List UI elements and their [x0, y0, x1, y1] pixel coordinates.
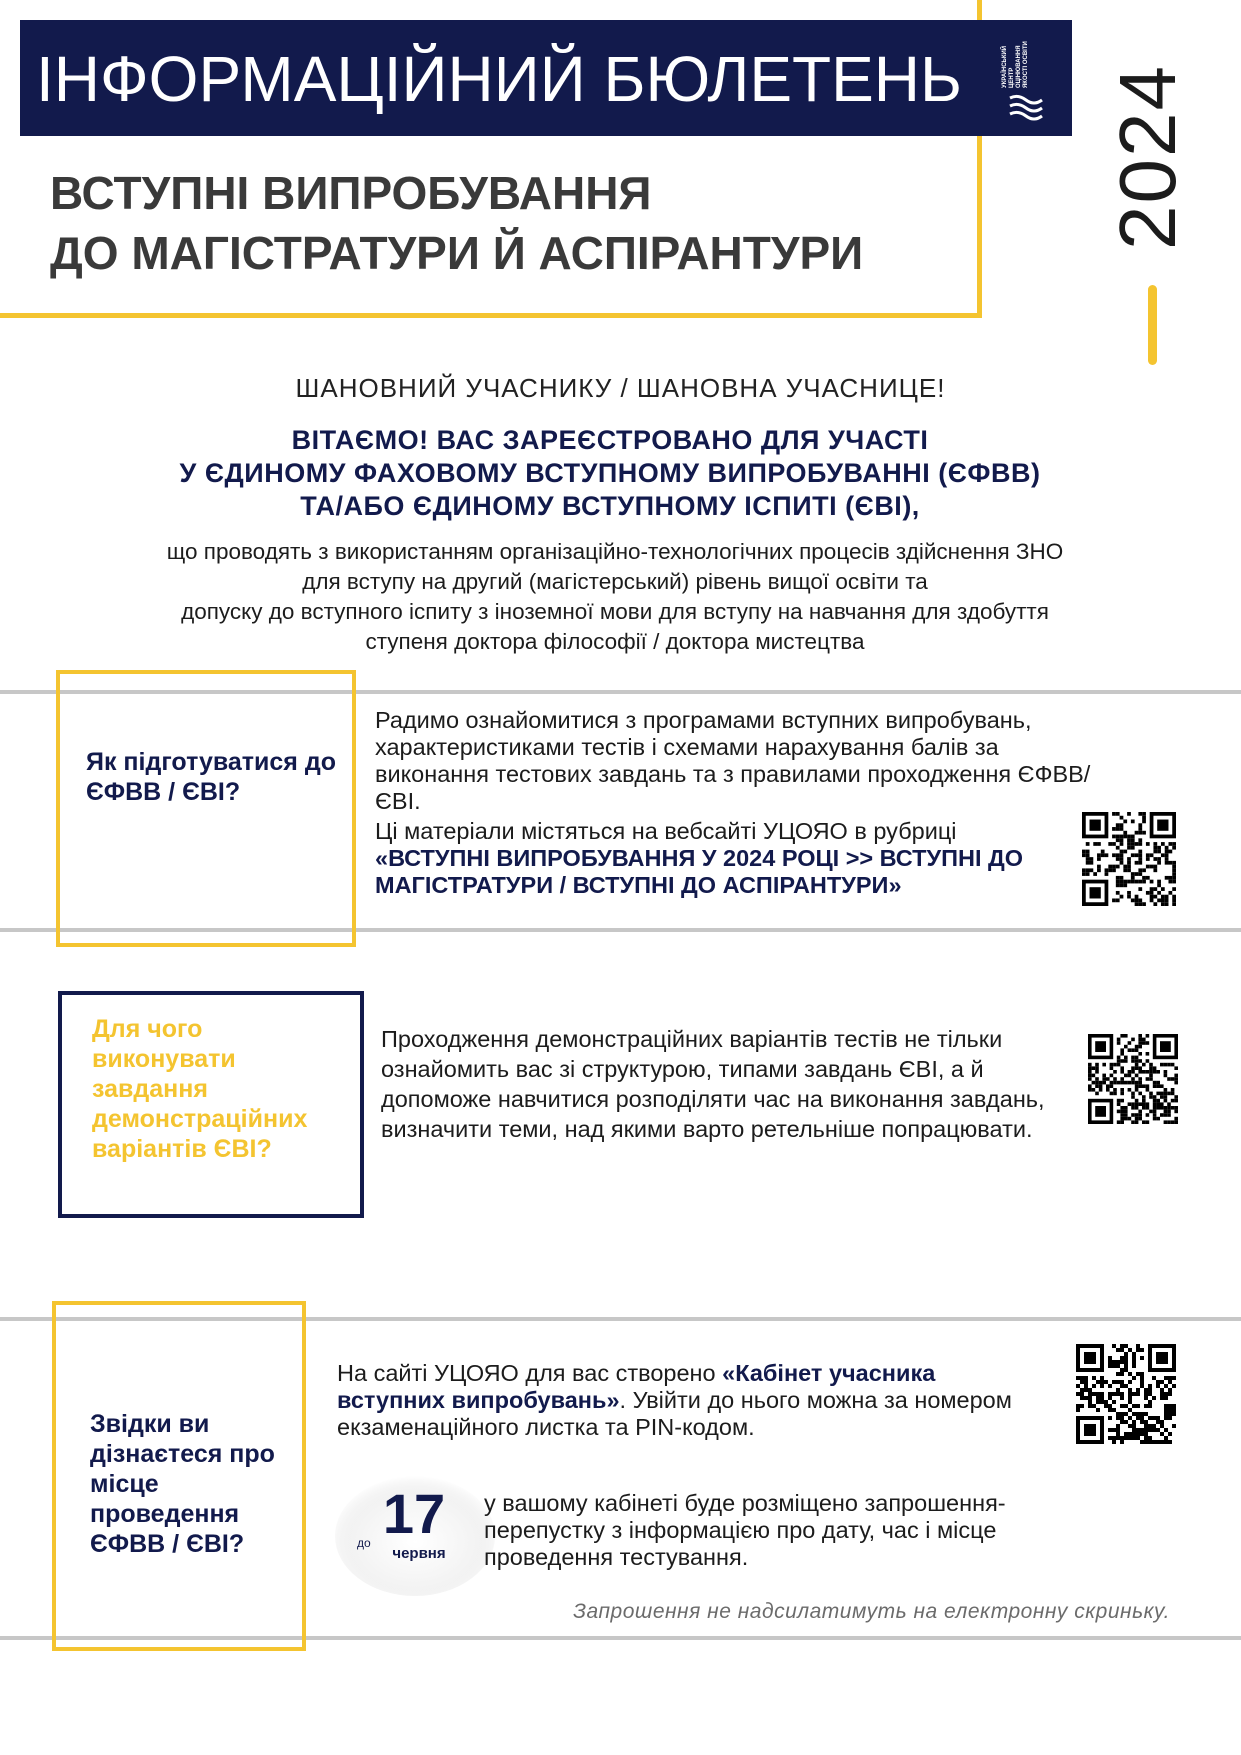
rubric-link[interactable]: «ВСТУПНІ ВИПРОБУВАННЯ У 2024 РОЦІ >> ВСТУПНІ ДО МАГІСТРАТУРИ / ВСТУПНІ ДО АСПІРАНТУРИ»: [375, 845, 1024, 898]
banner-title: ІНФОРМАЦІЙНИЙ БЮЛЕТЕНЬ: [36, 43, 962, 115]
section-paragraph: [375, 818, 1075, 899]
paragraph-text: На сайті УЦОЯО для вас створено: [337, 1360, 723, 1386]
welcome-heading: ВІТАЄМО! ВАС ЗАРЕЄСТРОВАНО ДЛЯ УЧАСТІ У ЄДИНОМУ ФАХОВОМУ ВСТУПНОМУ ВИПРОБУВАННІ (ЄФВВ) ТА/АБО ЄДИНОМУ ВСТУПНОМУ ІСПИТІ (ЄВІ),: [179, 425, 1041, 521]
section-paragraph: Проходження демонстраційних варіантів тестів не тільки ознайомить вас зі структурою, типами завдань ЄВІ, а й допоможе навчитися розподіляти час на виконання завдань, визначити теми, над якими варто ретельніше попрацювати.: [381, 1026, 1045, 1142]
date-month: червня: [392, 1545, 446, 1562]
section-paragraph: Радимо ознайомитися з програмами вступних випробувань, характеристиками тестів і схемами нарахування балів за виконання тестових завдань та з правилами проходження ЄФВВ/ЄВІ.: [375, 707, 1091, 814]
intro-paragraph: що проводять з використанням організаційно-технологічних процесів здійснення ЗНО для вступу на другий (магістерський) рівень вищої освіти та допуску до вступного іспиту з іноземної мови для вступу на навчання для здобуття ступеня доктора філософії / доктора мистецтва: [166, 539, 1064, 654]
question-box: [56, 670, 356, 947]
cabinet-name: «Кабінет учасника вступних випробувань»: [337, 1360, 936, 1413]
question-heading: Звідки ви дізнаєтеся про місце проведення ЄФВВ / ЄВІ?: [90, 1410, 275, 1558]
question-heading: Для чого виконувати завдання демонстраційних варіантів ЄВІ?: [92, 1015, 308, 1163]
question-heading: Як підготуватися до ЄФВВ / ЄВІ?: [86, 748, 336, 806]
year-accent-bar: [1148, 285, 1157, 365]
year-label: 2024: [1103, 64, 1192, 251]
qr-code-icon[interactable]: [1082, 812, 1176, 906]
logo-text: УКРАЇНСЬКИЙ ЦЕНТР ОЦІНЮВАННЯ ЯКОСТІ ОСВІТИ: [1002, 41, 1029, 88]
date-day: 17: [382, 1482, 446, 1545]
section-paragraph: у вашому кабінеті буде розміщено запрошення-перепустку з інформацією про дату, час і місце проведення тестування.: [484, 1490, 1006, 1570]
logo-mark-icon: [1008, 92, 1044, 122]
section-paragraph: [337, 1360, 1037, 1441]
paragraph-text: . Увійти до нього можна за номером екзаменаційного листка та PIN-кодом.: [337, 1387, 1012, 1440]
footnote: Запрошення не надсилатимуть на електронну скриньку.: [573, 1600, 1170, 1623]
qr-code-icon[interactable]: [1076, 1344, 1176, 1444]
qr-code-icon[interactable]: [1088, 1034, 1178, 1124]
greeting: ШАНОВНИЙ УЧАСНИКУ / ШАНОВНА УЧАСНИЦЕ!: [295, 373, 946, 403]
page-subtitle: ВСТУПНІ ВИПРОБУВАННЯ ДО МАГІСТРАТУРИ Й АСПІРАНТУРИ: [50, 167, 864, 279]
paragraph-text: Ці матеріали містяться на вебсайті УЦОЯО в рубриці: [375, 818, 957, 844]
date-prefix: до: [357, 1536, 371, 1550]
